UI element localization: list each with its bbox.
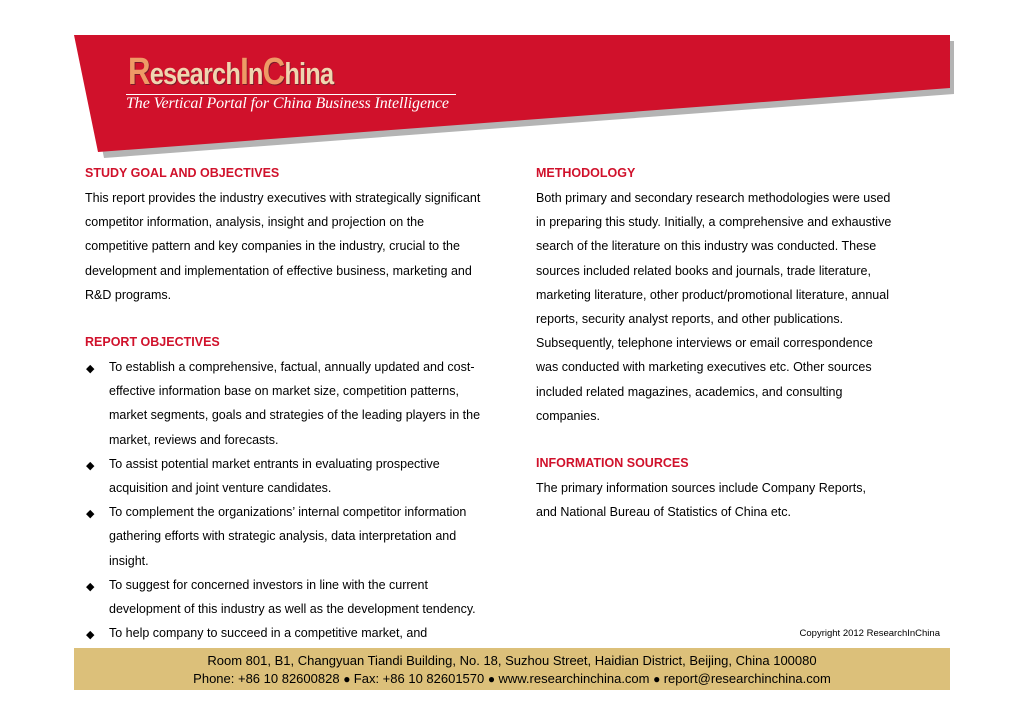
list-item (85, 355, 525, 452)
report-objectives-list (85, 355, 525, 645)
footer-address: Room 801, B1, Changyuan Tiandi Building, No. 18, Suzhou Street, Haidian District, Beijing, China 100080 (207, 653, 817, 668)
methodology-line: search of the literature on this industry was conducted. These (536, 239, 877, 254)
bullet-line: To assist potential market entrants in evaluating prospective (109, 456, 440, 471)
methodology-heading: METHODOLOGY (536, 166, 636, 180)
diamond-bullet-icon: ◆ (86, 508, 95, 521)
footer-contact-line (74, 670, 950, 688)
diamond-bullet-icon: ◆ (86, 580, 95, 593)
information-sources-text (536, 476, 946, 524)
methodology-line: was conducted with marketing executives etc. Other sources (536, 360, 872, 375)
section-gap (536, 428, 946, 452)
header-tagline: The Vertical Portal for China Business Intelligence (126, 95, 449, 112)
methodology-line: reports, security analyst reports, and other publications. (536, 312, 844, 327)
bullet-separator-icon: ● (343, 672, 354, 686)
study-goal-line: development and implementation of effective business, marketing and (85, 263, 472, 278)
bullet-line: market, reviews and forecasts. (109, 432, 279, 447)
list-item (85, 573, 525, 621)
study-goal-text (85, 186, 525, 307)
report-objectives-heading: REPORT OBJECTIVES (85, 335, 220, 350)
bullet-line: market segments, goals and strategies of the leading players in the (109, 408, 481, 423)
footer-phone: Phone: +86 10 82600828 (193, 671, 340, 686)
study-goal-line: R&D programs. (85, 287, 172, 302)
methodology-line: Both primary and secondary research methodologies were used (536, 191, 891, 205)
methodology-line: in preparing this study. Initially, a comprehensive and exhaustive (536, 215, 892, 230)
footer-email-link[interactable]: report@researchinchina.com (663, 671, 831, 686)
study-goal-line: competitive pattern and key companies in the industry, crucial to the (85, 239, 460, 254)
section-gap (85, 307, 525, 331)
study-goal-line: This report provides the industry executives with strategically significant (85, 191, 481, 205)
bullet-separator-icon: ● (487, 672, 499, 686)
bullet-line: To suggest for concerned investors in line with the current (109, 577, 428, 592)
footer-contact-bar (74, 648, 950, 690)
list-item (85, 621, 525, 645)
bullet-line: To establish a comprehensive, factual, annually updated and cost- (109, 360, 475, 375)
information-sources-heading: INFORMATION SOURCES (536, 456, 689, 471)
study-goal-heading: STUDY GOAL AND OBJECTIVES (85, 166, 280, 180)
information-sources-line: The primary information sources include Company Reports, (536, 481, 866, 496)
researchinchina-logo: ResearchInChina (128, 51, 334, 93)
diamond-bullet-icon: ◆ (86, 459, 95, 472)
bullet-line: gathering efforts with strategic analysis, data interpretation and (109, 529, 457, 544)
left-column (85, 162, 525, 645)
bullet-line: To complement the organizations’ internal competitor information (109, 505, 467, 520)
bullet-line: insight. (109, 553, 149, 568)
list-item (85, 452, 525, 500)
copyright-notice: Copyright 2012 ResearchInChina (799, 628, 940, 639)
footer-fax: Fax: +86 10 82601570 (353, 671, 485, 686)
bullet-separator-icon: ● (653, 672, 664, 686)
information-sources-line: and National Bureau of Statistics of China etc. (536, 505, 792, 520)
methodology-line: marketing literature, other product/promotional literature, annual (536, 287, 889, 302)
methodology-text (536, 186, 946, 428)
right-column (536, 162, 946, 524)
methodology-line: sources included related books and journals, trade literature, (536, 263, 871, 278)
methodology-line: Subsequently, telephone interviews or email correspondence (536, 336, 873, 351)
methodology-line: included related magazines, academics, and consulting (536, 384, 843, 399)
list-item (85, 500, 525, 573)
bullet-line: To help company to succeed in a competitive market, and (109, 626, 428, 641)
diamond-bullet-icon: ◆ (86, 629, 95, 642)
diamond-bullet-icon: ◆ (86, 363, 95, 376)
bullet-line: effective information base on market size, competition patterns, (109, 384, 459, 399)
bullet-line: acquisition and joint venture candidates. (109, 481, 332, 496)
study-goal-line: competitor information, analysis, insight and projection on the (85, 215, 425, 230)
bullet-line: development of this industry as well as the development tendency. (109, 602, 476, 617)
methodology-line: companies. (536, 408, 600, 423)
footer-website-link[interactable]: www.researchinchina.com (498, 671, 650, 686)
